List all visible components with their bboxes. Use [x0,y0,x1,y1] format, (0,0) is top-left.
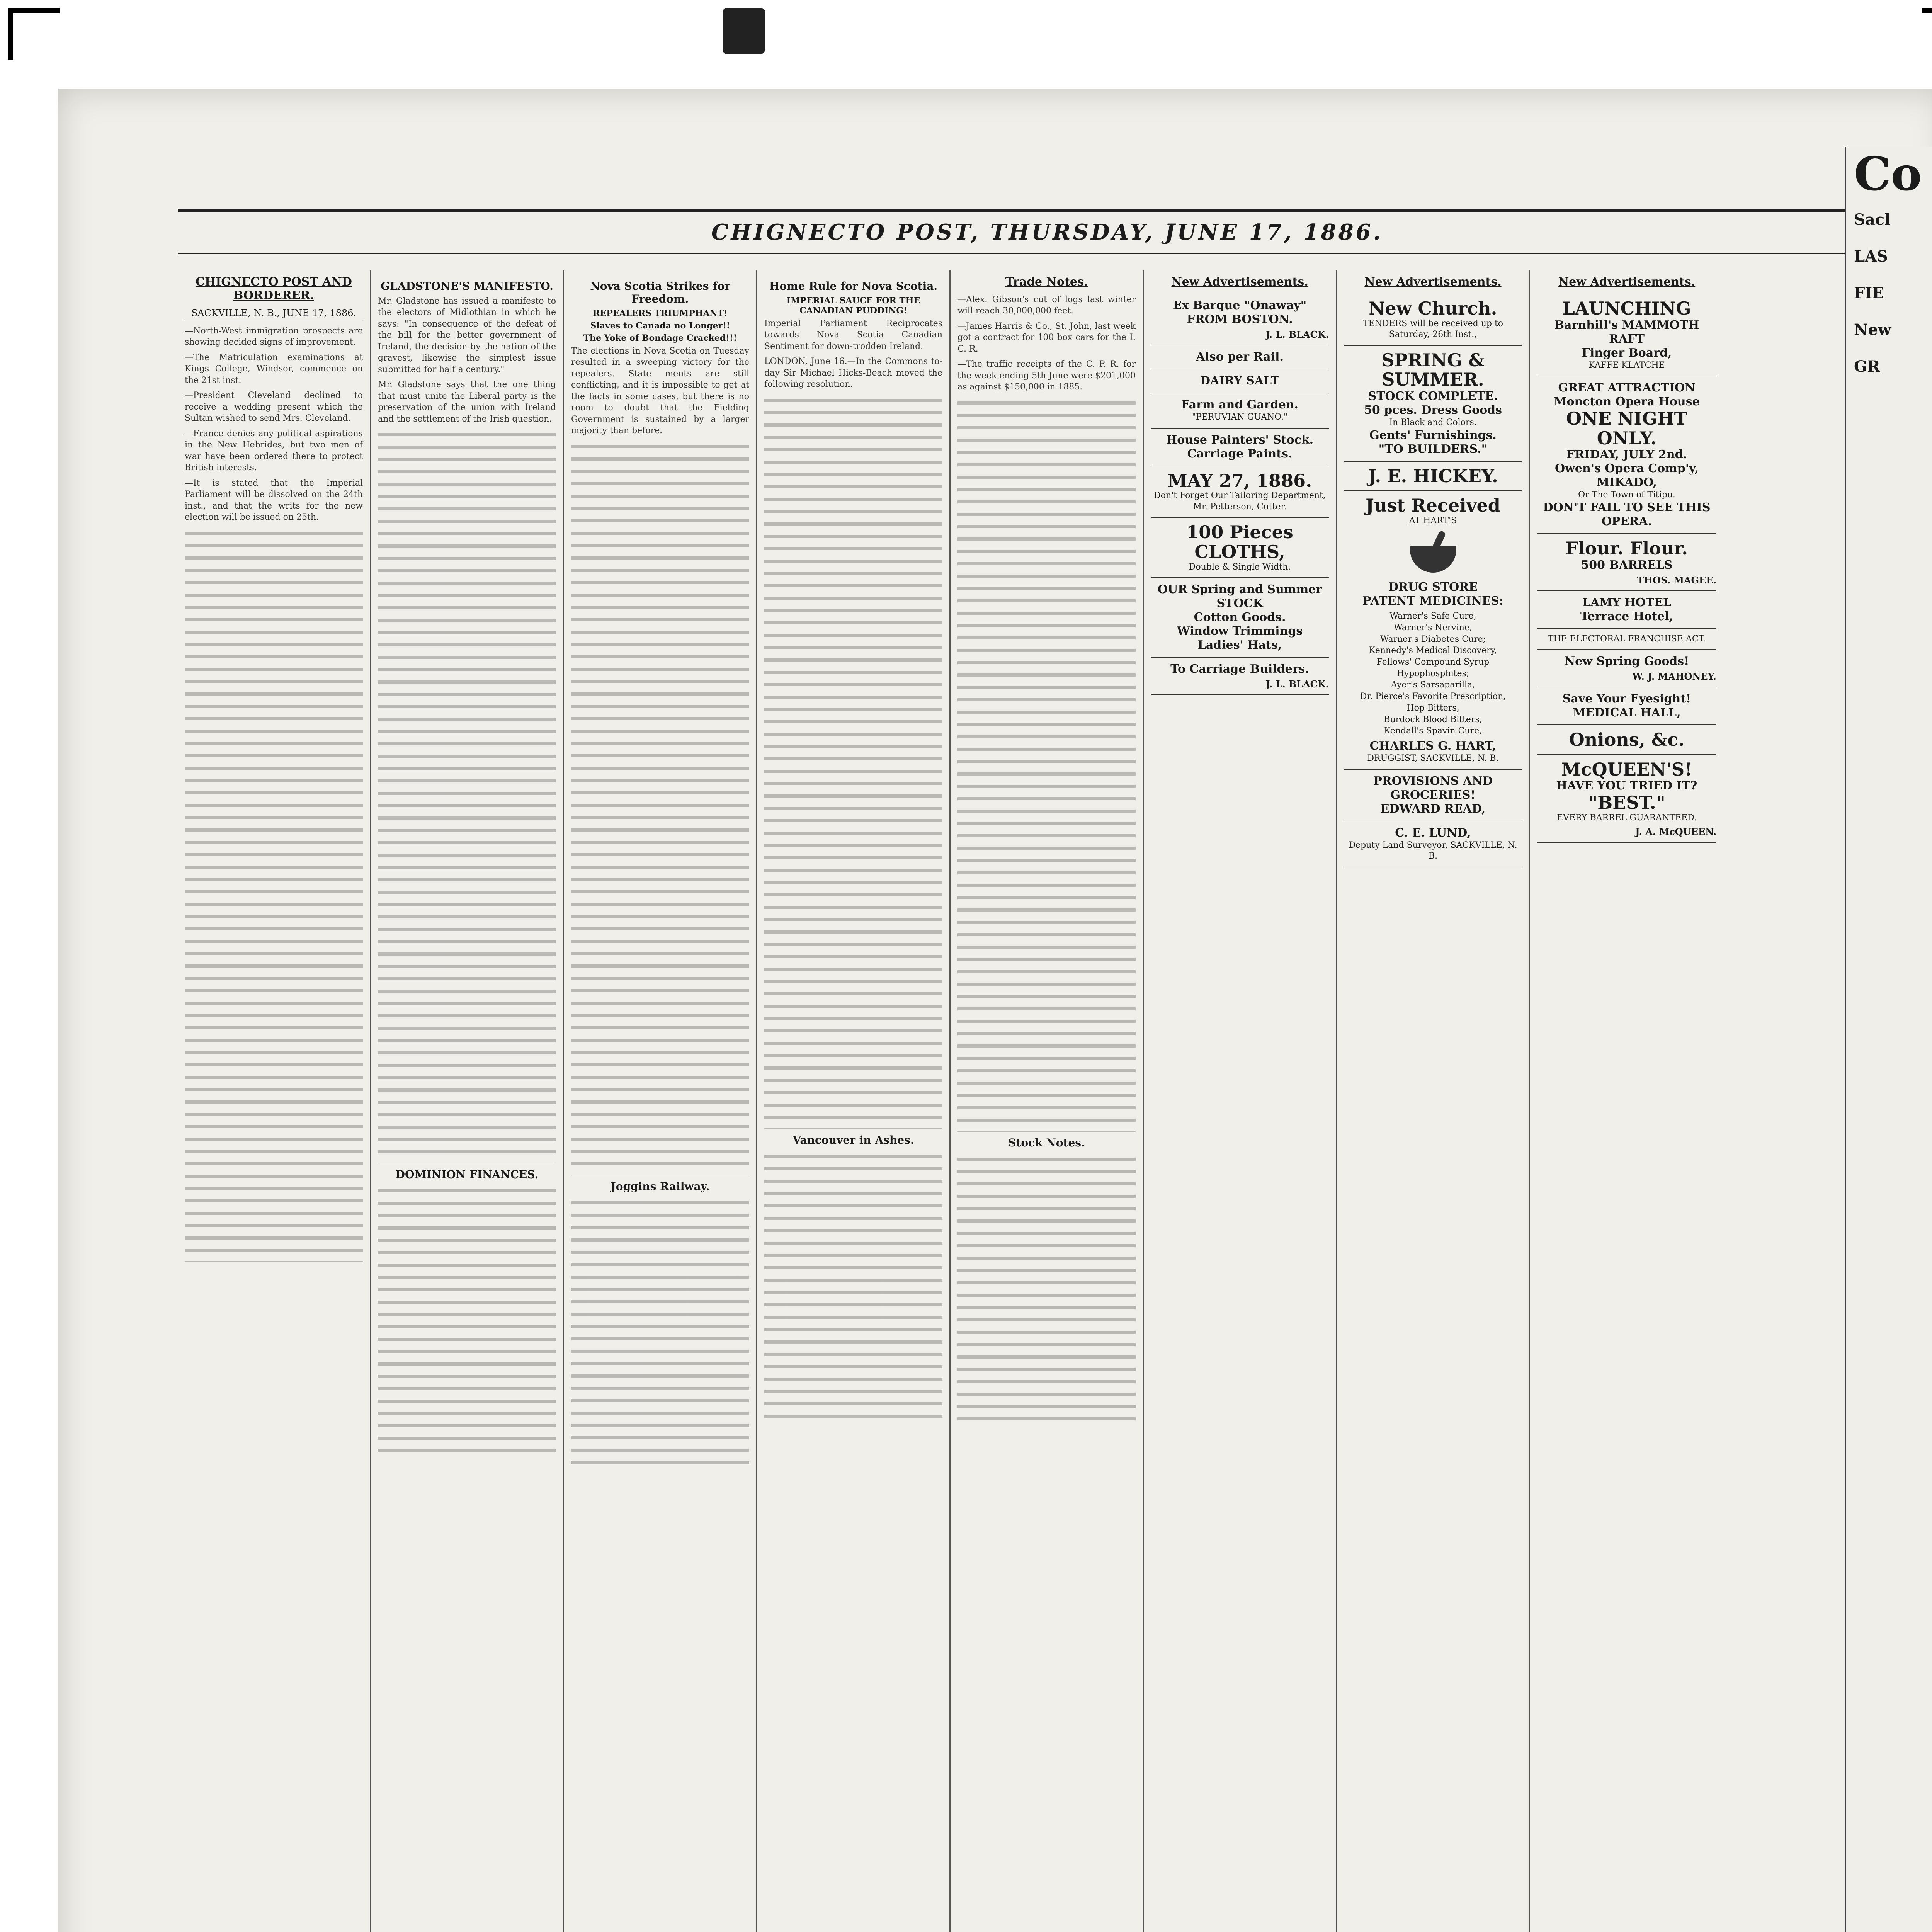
ad-title: Terrace Hotel, [1580,609,1673,623]
list-item: Kennedy's Medical Discovery, [1369,646,1497,656]
fragment-text: LAS [1854,247,1888,265]
ad-title: GREAT ATTRACTION [1558,381,1696,395]
ad-farm-garden [1151,393,1329,429]
list-item: Warner's Safe Cure, [1389,611,1476,621]
ad-title: DON'T FAIL TO SEE THIS OPERA. [1543,500,1711,528]
ad-subtitle: Deputy Land Surveyor, SACKVILLE, N. B. [1349,840,1517,861]
ad-subtitle: DRUGGIST, SACKVILLE, N. B. [1367,753,1499,763]
ad-title: New Church. [1369,298,1497,319]
ad-title: MIKADO, [1596,476,1657,490]
column-heading: New Advertisements. [1558,275,1696,289]
paragraph: The elections in Nova Scotia on Tuesday resulted in a sweeping victory for the repealers. State ments are still conflicting, and it is impossible to get at the facts in some cases, but there is no room to doubt that the Fielding Government is sustained by a larger majority than before. [571,346,749,436]
ad-subtitle: EVERY BARREL GUARANTEED. [1557,813,1697,823]
ad-title: Owen's Opera Comp'y, [1554,462,1699,476]
ad-subtitle: "PERUVIAN GUANO." [1192,412,1288,422]
ad-title: Ex Barque "Onaway" [1173,299,1307,312]
ad-harts-drug-store [1344,491,1522,769]
text-block [764,395,942,1129]
ad-hickey [1344,462,1522,492]
column-heading: New Advertisements. [1364,275,1502,289]
ad-title: DRUG STORE [1388,580,1478,594]
ad-lund [1344,821,1522,867]
article-title: Stock Notes. [1008,1136,1085,1149]
fragment-text: Co [1854,147,1922,201]
subheading: REPEALERS TRIUMPHANT! [593,308,728,318]
column-ads-events [1530,270,1723,1932]
ad-title: Ladies' Hats, [1197,638,1282,652]
ad-stock [1151,578,1329,658]
article-title: Home Rule for Nova Scotia. [769,280,938,293]
ad-opera [1537,376,1716,534]
ad-subtitle: Barnhill's MAMMOTH RAFT [1554,318,1699,346]
ad-title: CHARLES G. HART, [1369,739,1497,753]
ad-title: EDWARD READ, [1380,802,1486,816]
column-home-rule [757,270,951,1932]
ad-spring-goods [1537,650,1716,687]
ad-title: OUR Spring and Summer STOCK [1157,583,1322,611]
ad-title: STOCK COMPLETE. [1368,389,1498,403]
ad-title: Also per Rail. [1196,350,1284,364]
ad-launching [1537,294,1716,376]
article-title: DOMINION FINANCES. [395,1168,539,1181]
text-block [571,1197,749,1468]
list-item: Dr. Pierce's Favorite Prescription, [1360,692,1506,702]
ad-dairy-salt [1151,369,1329,393]
ad-franchise-act [1537,629,1716,650]
dateline: SACKVILLE, N. B., JUNE 17, 1886. [185,308,363,321]
column-heading: Trade Notes. [1005,275,1088,289]
article-title: Vancouver in Ashes. [793,1133,914,1146]
ad-title: Cotton Goods. [1194,611,1286,624]
ad-subtitle: AT HART'S [1409,515,1457,526]
column-editorial [178,270,371,1932]
ad-onaway [1151,294,1329,345]
columns [178,270,1917,1932]
ad-title: 50 pces. Dress Goods [1364,403,1502,417]
ad-title: Onions, &c. [1569,729,1685,750]
list-item: Warner's Nervine, [1394,623,1472,633]
ad-title: Farm and Garden. [1181,398,1298,412]
ad-subtitle: FROM BOSTON. [1187,313,1293,326]
ad-signature: J. A. McQUEEN. [1635,826,1716,837]
list-item: Ayer's Sarsaparilla, [1391,680,1475,690]
subheading: IMPERIAL SAUCE FOR THE CANADIAN PUDDING! [786,296,920,316]
paragraph: —France denies any political aspirations in the New Hebrides, but two men of war have been ordered there to protect British interests. [185,429,363,473]
ad-title: McQUEEN'S! [1561,759,1692,780]
text-block [764,1151,942,1422]
ad-subtitle: FRIDAY, JULY 2nd. [1566,448,1687,462]
paragraph: Mr. Gladstone has issued a manifesto to the electors of Midlothian in which he says: "In consequence of the defeat of the bill for the better government of Ireland, the decision by the nation of the gravest, likewise the simplest issue submitted for half a century." [378,296,556,374]
ad-eyesight [1537,687,1716,725]
list-item: Fellows' Compound Syrup Hypophosphites; [1376,657,1490,679]
binding-tab [723,8,765,54]
ad-subtitle: KAFFE KLATCHE [1588,360,1665,370]
subheading: The Yoke of Bondage Cracked!!! [583,333,737,343]
text-block [957,1154,1136,1424]
column-trade-notes [951,270,1144,1932]
mortar-pestle-icon [1402,530,1464,577]
ad-title: PATENT MEDICINES: [1362,594,1503,608]
adjacent-page-fragment [1845,147,1932,1932]
paragraph: Imperial Parliament Reciprocates towards Nova Scotia Canadian Sentiment for down-trodden Ireland. [764,319,942,351]
masthead: CHIGNECTO POST, THURSDAY, JUNE 17, 1886. [178,209,1917,254]
ad-title: Flour. Flour. [1565,537,1688,559]
ad-title: MAY 27, 1886. [1167,470,1312,491]
ad-subtitle: Moncton Opera House [1554,395,1700,409]
fragment-text: Sacl [1854,211,1891,229]
ad-signature: J. L. BLACK. [1265,329,1329,340]
list-item: Burdock Blood Bitters, [1384,714,1482,724]
paragraph: —Alex. Gibson's cut of logs last winter will reach 30,000,000 feet. [957,295,1136,316]
list-item: Warner's Diabetes Cure; [1380,634,1486,644]
paragraph: LONDON, June 16.—In the Commons to-day Sir Michael Hicks-Beach moved the following resolution. [764,357,942,389]
crop-mark-top-left [8,8,60,60]
crop-mark-top-right [1922,8,1932,60]
ad-title: "BEST." [1588,792,1665,813]
article-title: Joggins Railway. [611,1180,710,1193]
ad-title: Gents' Furnishings. [1369,428,1497,442]
text-block [185,528,363,1262]
column-nova-scotia [564,270,757,1932]
ad-signature: W. J. MAHONEY. [1632,671,1716,682]
ad-title: ONE NIGHT ONLY. [1566,408,1687,449]
ad-signature: THOS. MAGEE. [1637,574,1716,586]
ad-title: J. E. HICKEY. [1368,465,1498,486]
ad-title: Just Received [1366,495,1500,516]
paragraph: —The traffic receipts of the C. P. R. for the week ending 5th June were $201,000 as against $150,000 in 1885. [957,359,1136,392]
ad-subtitle: 500 BARRELS [1581,558,1673,572]
ad-title: Carriage Paints. [1187,447,1293,461]
fragment-text: FIE [1854,284,1884,302]
ad-title: LAUNCHING [1562,298,1691,319]
paragraph: —President Cleveland declined to receive a wedding present which the Sultan wished to send Mrs. Cleveland. [185,391,363,423]
ad-painters [1151,429,1329,466]
ad-tailoring [1151,466,1329,518]
ad-title: House Painters' Stock. [1166,433,1314,447]
list-item: Hop Bitters, [1406,703,1459,713]
text-block [571,441,749,1175]
article-title: Nova Scotia Strikes for Freedom. [590,280,730,305]
ad-flour [1537,534,1716,591]
paragraph: —James Harris & Co., St. John, last week got a contract for 100 box cars for the I. C. R. [957,321,1136,354]
ad-title: New Spring Goods! [1564,655,1689,668]
ad-carriage-builders [1151,658,1329,695]
ad-subtitle: TENDERS will be received up to Saturday, 26th Inst., [1362,318,1503,340]
text-block [957,398,1136,1132]
article-title: GLADSTONE'S MANIFESTO. [381,280,553,293]
text-block [378,429,556,1163]
ad-new-church [1344,294,1522,346]
ad-mcqueen [1537,755,1716,843]
ad-title: To Carriage Builders. [1170,662,1309,676]
paragraph: Mr. Gladstone says that the one thing that must unite the Liberal party is the preservation of the union with Ireland and the settlement of the Irish question. [378,380,556,424]
ad-spring-summer [1344,346,1522,462]
ad-hotels [1537,591,1716,629]
ad-title: MEDICAL HALL, [1573,706,1681,720]
ad-title: Window Trimmings [1177,624,1303,638]
ad-title: Save Your Eyesight! [1562,692,1691,706]
ad-title: 100 Pieces CLOTHS, [1186,522,1293,562]
ad-rail [1151,345,1329,369]
ad-title: THE ELECTORAL FRANCHISE ACT. [1548,634,1706,644]
ad-subtitle: HAVE YOU TRIED IT? [1556,779,1697,793]
ad-onions [1537,725,1716,755]
column-gladstone [371,270,564,1932]
ad-signature: J. L. BLACK. [1265,679,1329,690]
ad-title: SPRING & SUMMER. [1381,349,1485,390]
fragment-text: New [1854,321,1891,339]
column-ads-black [1144,270,1337,1932]
ad-subtitle: Or The Town of Titipu. [1578,490,1675,500]
ad-title: LAMY HOTEL [1582,595,1672,609]
paragraph: —It is stated that the Imperial Parliament will be dissolved on the 24th inst., and that the writs for the new election will be issued on 25th. [185,478,363,522]
ad-title: DAIRY SALT [1200,374,1280,388]
ad-title: PROVISIONS AND GROCERIES! [1373,774,1493,802]
column-ads-hart [1337,270,1530,1932]
ad-title: C. E. LUND, [1395,826,1471,840]
list-item: Kendall's Spavin Cure, [1384,726,1482,736]
column-heading: New Advertisements. [1171,275,1308,289]
medicine-list [1344,611,1522,737]
ad-cloths [1151,518,1329,578]
subheading: Slaves to Canada no Longer!! [590,321,730,331]
paragraph: —North-West immigration prospects are showing decided signs of improvement. [185,326,363,347]
ad-provisions [1344,770,1522,821]
ad-subtitle: In Black and Colors. [1389,417,1477,427]
ad-subtitle: Double & Single Width. [1189,562,1291,572]
ad-subtitle: Don't Forget Our Tailoring Department, Mr. Petterson, Cutter. [1154,491,1326,512]
ad-title: Finger Board, [1582,346,1672,360]
paragraph: —The Matriculation examinations at Kings College, Windsor, commence on the 21st inst. [185,352,363,385]
ad-title: "TO BUILDERS." [1378,442,1488,456]
fragment-text: GR [1854,357,1880,376]
text-block [378,1185,556,1456]
column-heading: CHIGNECTO POST AND BORDERER. [196,275,352,302]
